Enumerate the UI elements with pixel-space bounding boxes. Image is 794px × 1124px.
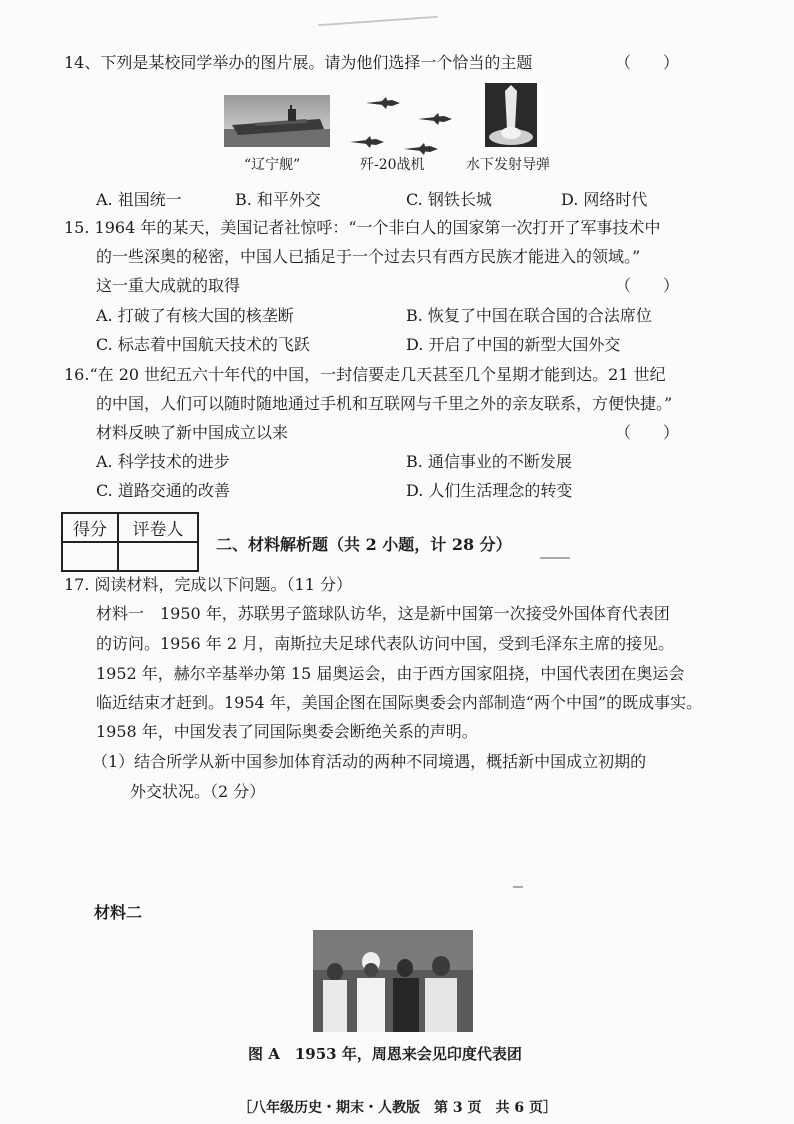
q16-option-c[interactable]: C. 道路交通的改善 (96, 481, 230, 500)
grader-header: 评卷人 (118, 513, 198, 542)
q16-stem-line1: 16.“在 20 世纪五六十年代的中国，一封信要走几天甚至几个星期才能到达。21 世纪 (64, 365, 666, 384)
q14-answer-bracket: （ ） (615, 53, 680, 72)
score-cell[interactable] (62, 542, 118, 571)
photo-zhou-enlai-indian-delegation (313, 930, 473, 1032)
score-table (61, 512, 199, 572)
q14-option-d[interactable]: D. 网络时代 (561, 190, 648, 209)
q17-sub1-line2: 外交状况。（2 分） (130, 782, 266, 801)
answer-area[interactable] (96, 810, 696, 898)
caption-liaoning: “辽宁舰” (244, 157, 301, 173)
figure-a-caption: 图 A 1953 年，周恩来会见印度代表团 (248, 1045, 522, 1063)
q15-stem-line3: 这一重大成就的取得 (96, 276, 241, 295)
caption-missile: 水下发射导弹 (466, 157, 550, 173)
q15-answer-bracket: （ ） (615, 276, 680, 295)
q17-sub1-line1: （1）结合所学从新中国参加体育活动的两种不同境遇，概括新中国成立初期的 (92, 752, 647, 771)
caption-j20: 歼-20战机 (360, 157, 425, 173)
q14-option-a[interactable]: A. 祖国统一 (96, 190, 182, 209)
q16-option-d[interactable]: D. 人们生活理念的转变 (406, 481, 573, 500)
q15-option-c[interactable]: C. 标志着中国航天技术的飞跃 (96, 335, 310, 354)
jet-icon (350, 133, 384, 152)
q16-stem-line2: 的中国，人们可以随时随地通过手机和互联网与千里之外的亲友联系，方便快捷。” (96, 394, 673, 413)
q15-stem-line2: 的一些深奥的秘密，中国人已插足于一个过去只有西方民族才能进入的领域。” (96, 247, 641, 266)
q14-stem: 14、下列是某校同学举办的图片展。请为他们选择一个恰当的主题 (64, 53, 533, 72)
q16-answer-bracket: （ ） (615, 423, 680, 442)
q14-option-c[interactable]: C. 钢铁长城 (406, 190, 492, 209)
grader-cell[interactable] (118, 542, 198, 571)
jet-icon (418, 110, 452, 129)
score-header: 得分 (62, 513, 118, 542)
q16-stem-line3: 材料反映了新中国成立以来 (96, 423, 289, 442)
q17-material1-line5: 1958 年，中国发表了同国际奥委会断绝关系的声明。 (96, 722, 478, 741)
photo-underwater-missile (485, 83, 537, 147)
q17-material1-line1: 材料一 1950 年，苏联男子篮球队访华，这是新中国第一次接受外国体育代表团 (96, 604, 670, 623)
photo-liaoning-carrier (224, 95, 330, 147)
section2-title: 二、材料解析题（共 2 小题，计 28 分） (216, 535, 512, 554)
q16-option-b[interactable]: B. 通信事业的不断发展 (406, 452, 572, 471)
scan-mark (318, 16, 438, 26)
jet-icon (366, 94, 400, 113)
q15-option-a[interactable]: A. 打破了有核大国的核垄断 (96, 306, 294, 325)
scan-mark (540, 557, 570, 559)
q15-option-d[interactable]: D. 开启了中国的新型大国外交 (406, 335, 621, 354)
q15-stem-line1: 15. 1964 年的某天，美国记者社惊呼：“一个非白人的国家第一次打开了军事技术中 (64, 218, 661, 237)
q15-option-b[interactable]: B. 恢复了中国在联合国的合法席位 (406, 306, 652, 325)
q17-material2-label: 材料二 (94, 903, 143, 922)
q16-option-a[interactable]: A. 科学技术的进步 (96, 452, 230, 471)
q17-stem: 17. 阅读材料，完成以下问题。（11 分） (64, 575, 352, 594)
q17-material1-line4: 临近结束才赶到。1954 年，美国企图在国际奥委会内部制造“两个中国”的既成事实。 (96, 693, 703, 712)
q14-option-b[interactable]: B. 和平外交 (235, 190, 321, 209)
page-footer: ［八年级历史・期末・人教版 第 3 页 共 6 页］ (238, 1100, 557, 1116)
q17-material1-line3: 1952 年，赫尔辛基举办第 15 届奥运会，由于西方国家阻挠，中国代表团在奥运会 (96, 664, 685, 683)
q17-material1-line2: 的访问。1956 年 2 月，南斯拉夫足球代表队访问中国，受到毛泽东主席的接见。 (96, 634, 675, 653)
